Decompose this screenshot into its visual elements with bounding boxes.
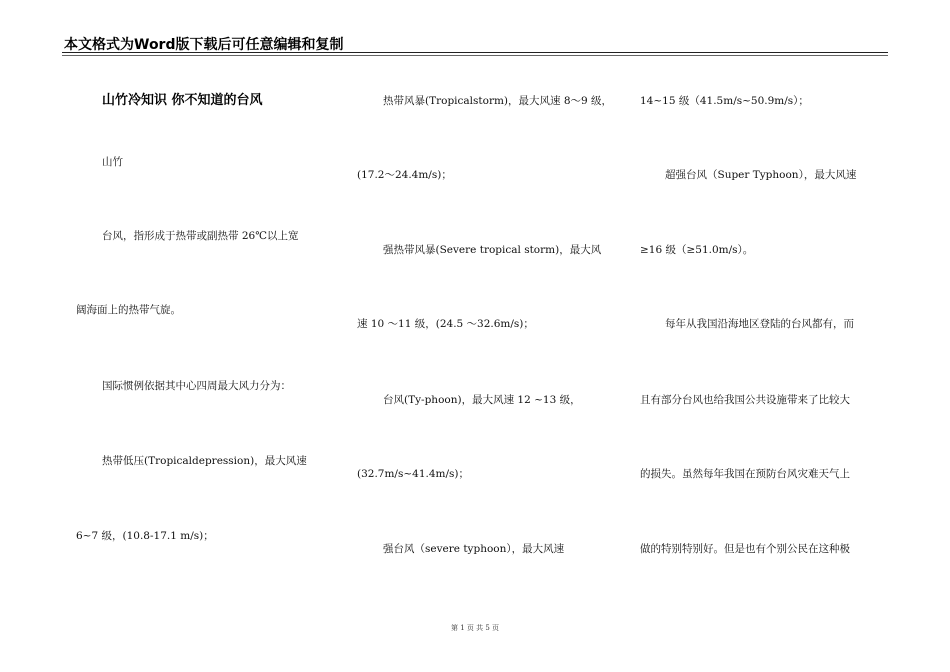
- paragraph-line: 热带低压(Tropicaldepression)，最大风速: [102, 455, 307, 467]
- header-divider-thin: [62, 55, 888, 56]
- paragraph-line: 超强台风（Super Typhoon），最大风速: [665, 169, 857, 181]
- paragraph-line: 且有部分台风也给我国公共设施带来了比较大: [640, 394, 850, 406]
- paragraph-line: 强热带风暴(Severe tropical storm)，最大风: [383, 244, 602, 256]
- document-header-title: 本文格式为Word版下载后可任意编辑和复制: [64, 37, 344, 53]
- author-line: 山竹: [102, 156, 123, 168]
- paragraph-line: 热带风暴(Tropicalstorm)，最大风速 8～9 级，: [383, 95, 613, 107]
- paragraph-line: 阔海面上的热带气旋。: [76, 304, 181, 316]
- paragraph-line: 速 10 ～11 级，(24.5 ～32.6m/s)；: [357, 318, 534, 330]
- paragraph-line: 的损失。虽然每年我国在预防台风灾难天气上: [640, 468, 850, 480]
- paragraph-line: (32.7m/s~41.4m/s)；: [357, 468, 470, 480]
- paragraph-line: 强台风（severe typhoon），最大风速: [383, 543, 565, 555]
- paragraph-line: 国际惯例依据其中心四周最大风力分为：: [102, 380, 291, 392]
- article-title: 山竹冷知识 你不知道的台风: [102, 93, 263, 108]
- page-number: 第 1 页 共 5 页: [450, 624, 500, 632]
- paragraph-line: 每年从我国沿海地区登陆的台风都有，而: [665, 318, 854, 330]
- paragraph-line: 做的特别特别好。但是也有个别公民在这种极: [640, 543, 850, 555]
- paragraph-line: 台风，指形成于热带或副热带 26℃以上宽: [102, 230, 299, 242]
- header-divider: [62, 52, 888, 53]
- paragraph-line: 台风(Ty-phoon)，最大风速 12 ~13 级，: [383, 394, 581, 406]
- paragraph-line: (17.2～24.4m/s)；: [357, 169, 452, 181]
- paragraph-line: 14~15 级（41.5m/s~50.9m/s）；: [640, 95, 809, 107]
- paragraph-line: ≥16 级（≥51.0m/s）。: [640, 244, 754, 256]
- paragraph-line: 6~7 级，(10.8-17.1 m/s)；: [76, 530, 214, 542]
